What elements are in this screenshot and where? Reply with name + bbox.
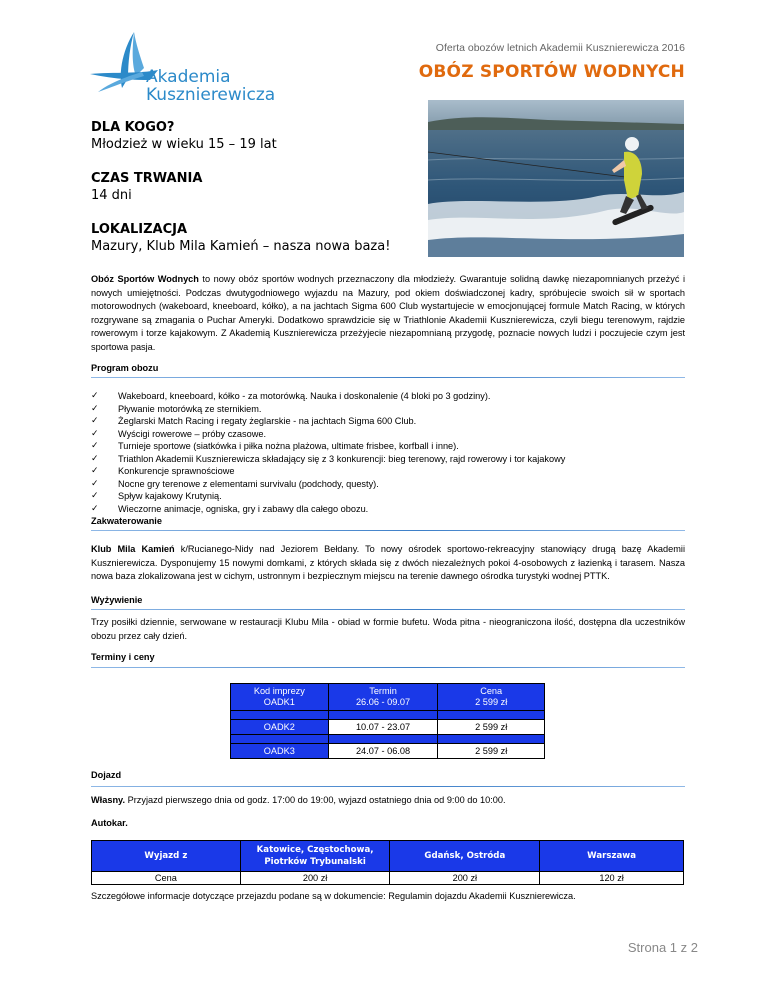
program-list bbox=[91, 390, 685, 515]
prices-title: Terminy i ceny bbox=[91, 652, 155, 662]
accommodation-divider bbox=[91, 530, 685, 531]
list-item: ✓ Turnieje sportowe (siatkówka i piłka nożna plażowa, ultimate frisbee, korfball i inne). bbox=[91, 441, 459, 452]
location-label: LOKALIZACJA bbox=[91, 222, 188, 237]
table-row: Cena 200 zł 200 zł 120 zł bbox=[92, 872, 684, 885]
list-item: ✓ Pływanie motorówką ze sternikiem. bbox=[91, 403, 262, 414]
intro-paragraph bbox=[91, 273, 685, 355]
table-row: Wyjazd z Katowice, Częstochowa, Piotrków Trybunalski Gdańsk, Ostróda Warszawa bbox=[92, 841, 684, 872]
table-spacer bbox=[231, 735, 545, 744]
table-row: Kod imprezy OADK1 Termin 26.06 - 09.07 Cena 2 599 zł bbox=[231, 684, 545, 711]
list-item: ✓ Wieczorne animacje, ogniska, gry i zabawy dla całego obozu. bbox=[91, 503, 369, 514]
wakeboard-photo bbox=[428, 100, 684, 257]
duration-value: 14 dni bbox=[91, 188, 132, 203]
prices-table bbox=[230, 683, 545, 759]
list-item: ✓ Konkurencje sprawnościowe bbox=[91, 466, 235, 477]
location-value: Mazury, Klub Mila Kamień – nasza nowa baza! bbox=[91, 239, 391, 254]
transport-divider bbox=[91, 786, 685, 787]
list-item: ✓ Triathlon Akademii Kusznierewicza składający się z 3 konkurencji: bieg terenowy, rajd rowerowy i tor kajakowy bbox=[91, 453, 566, 464]
check-icon: ✓ bbox=[91, 478, 99, 489]
bus-label: Autokar. bbox=[91, 818, 128, 828]
logo bbox=[88, 30, 276, 106]
who-value: Młodzież w wieku 15 – 19 lat bbox=[91, 137, 277, 152]
program-divider bbox=[91, 377, 685, 378]
list-item: ✓ Nocne gry terenowe z elementami survivalu (podchody, questy). bbox=[91, 478, 379, 489]
intro-text: to nowy obóz sportów wodnych przeznaczony dla młodzieży. Gwarantuje solidną dawkę niezapomnianych przeżyć i nowych umiejętności. Podczas dwutygodniowego wyjazdu na Mazury, pod okiem doświadczonej kadry, spróbujecie swoich sił w sportach motorowodnych (wakeboard, kneeboard, kółko), a na jachtach Sigma 600 Club wystartujecie w emocjonującej formule Match Racing, w których rozgrywane są zmagania o Puchar Ameryki. Dodatkowo sprawdzicie się w Triathlonie Akademii Kusznierewicza, czyli biegu terenowym, rajdzie rowerowym i torze kajakowym. Z Akademią Kusznierewicza przeżyjecie niezapomnianą przygodę, poznacie nowych ludzi i poczujecie czym jest sportowa pasja. bbox=[91, 274, 685, 352]
accommodation-paragraph bbox=[91, 543, 685, 584]
check-icon: ✓ bbox=[91, 391, 99, 401]
list-item: ✓ Wyścigi rowerowe – próby czasowe. bbox=[91, 428, 266, 439]
check-icon: ✓ bbox=[91, 453, 99, 464]
check-icon: ✓ bbox=[91, 503, 99, 514]
transport-own bbox=[91, 794, 685, 808]
offer-subtitle: Oferta obozów letnich Akademii Kusznierewicza 2016 bbox=[435, 42, 685, 54]
check-icon: ✓ bbox=[91, 428, 99, 439]
page-number: Strona 1 z 2 bbox=[627, 940, 698, 955]
accommodation-title: Zakwaterowanie bbox=[91, 516, 162, 526]
info-block bbox=[91, 119, 421, 255]
logo-line1: Akademia bbox=[146, 67, 231, 87]
logo-line2: Kusznierewicza bbox=[146, 85, 276, 105]
bus-table bbox=[91, 840, 684, 885]
accommodation-text: k/Rucianego-Nidy nad Jeziorem Bełdany. To nowy ośrodek sportowo-rekreacyjny stanowiący drugą bazę Akademii Kusznierewicza. Dysponujemy 15 nowymi domkami, z których składa się z dwóch niezależnych pokoi 4-osobowych z łazienką i tarasem. Nasza nowa baza zlokalizowana jest w cichym, ustronnym i bezpiecznym miejscu na terenie dawnego ośrodka turystyki wodnej PTTK. bbox=[91, 544, 685, 582]
table-spacer bbox=[231, 711, 545, 720]
page-title: OBÓZ SPORTÓW WODNYCH bbox=[418, 62, 685, 82]
check-icon: ✓ bbox=[91, 403, 99, 414]
check-icon: ✓ bbox=[91, 416, 99, 427]
list-item: ✓ Spływ kajakowy Krutynią. bbox=[91, 491, 222, 502]
transport-own-text: Przyjazd pierwszego dnia od godz. 17:00 do 19:00, wyjazd ostatniego dnia od 9:00 do 10:00. bbox=[125, 795, 506, 805]
transport-title: Dojazd bbox=[91, 770, 122, 780]
who-label: DLA KOGO? bbox=[91, 120, 175, 135]
transport-note: Szczegółowe informacje dotyczące przejazdu podane są w dokumencie: Regulamin dojazdu Akademii Kusznierewicza. bbox=[91, 891, 576, 901]
check-icon: ✓ bbox=[91, 466, 99, 477]
program-title: Program obozu bbox=[91, 363, 159, 373]
table-row: OADK2 10.07 - 23.07 2 599 zł bbox=[231, 720, 545, 735]
intro-bold: Obóz Sportów Wodnych bbox=[91, 274, 199, 284]
check-icon: ✓ bbox=[91, 441, 99, 452]
list-item: ✓ Wakeboard, kneeboard, kółko - za motorówką. Nauka i doskonalenie (4 bloki po 3 godziny). bbox=[91, 391, 491, 401]
food-title: Wyżywienie bbox=[91, 595, 143, 605]
duration-label: CZAS TRWANIA bbox=[91, 171, 203, 186]
food-divider bbox=[91, 609, 685, 610]
food-paragraph: Trzy posiłki dziennie, serwowane w restauracji Klubu Mila - obiad w formie bufetu. Woda pitna - nieograniczona ilość, dostępna dla uczestników obozu przez cały dzień. bbox=[91, 617, 685, 641]
list-item: ✓ Żeglarski Match Racing i regaty żeglarskie - na jachtach Sigma 600 Club. bbox=[91, 416, 417, 427]
transport-own-bold: Własny. bbox=[91, 795, 126, 805]
table-row: OADK3 24.07 - 06.08 2 599 zł bbox=[231, 744, 545, 759]
accommodation-bold: Klub Mila Kamień bbox=[91, 544, 175, 554]
prices-divider bbox=[91, 667, 685, 668]
check-icon: ✓ bbox=[91, 491, 99, 502]
